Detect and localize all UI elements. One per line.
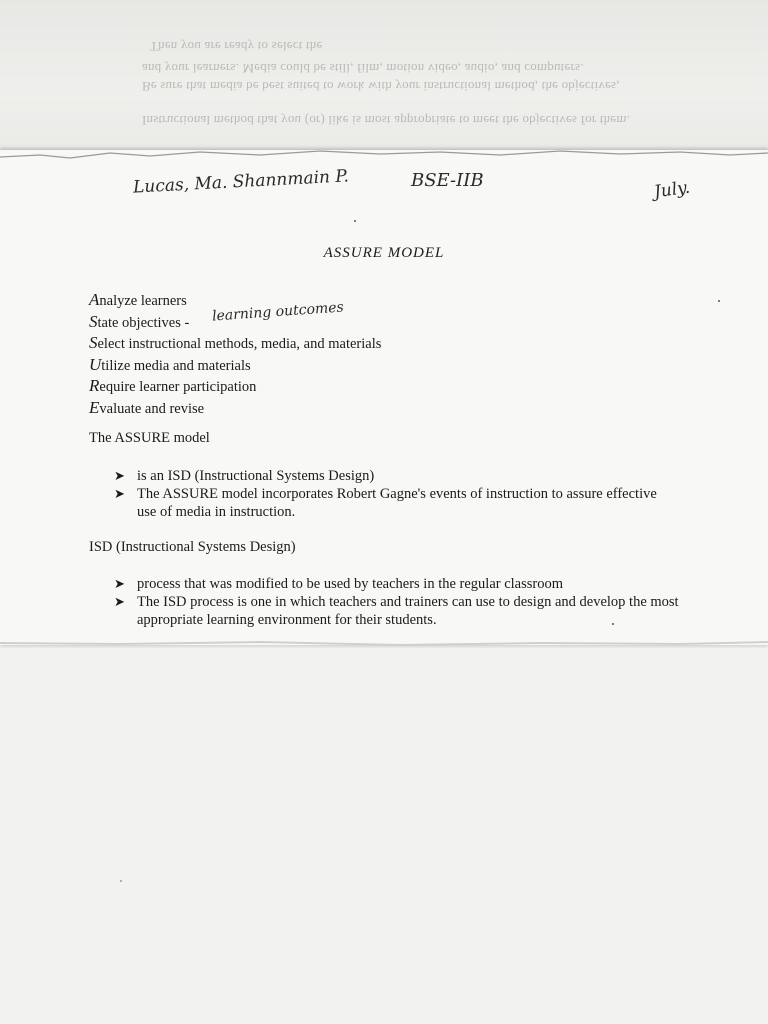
isd-bullet-list (114, 575, 684, 629)
isd-heading: ISD (Instructional Systems Design) (89, 539, 296, 555)
arrow-bullet-icon: ➤ (114, 576, 125, 591)
scan-speck (120, 880, 122, 882)
bullet-item (114, 593, 684, 629)
handwritten-note: learning outcomes (211, 299, 345, 325)
arrow-bullet-icon: ➤ (114, 594, 125, 609)
acronym-text: valuate and revise (99, 400, 205, 417)
acronym-text: nalyze learners (99, 293, 187, 309)
acronym-letter: A (89, 290, 100, 309)
bullet-text: The ISD process is one in which teachers and trainers can use to design and develop the most appropriate learning environment for their students. (137, 594, 679, 628)
document-title: ASSURE MODEL (323, 245, 445, 261)
bleed-through-line: Instructional method that you (or) like is most appropriate to meet the objectives for them. (142, 113, 631, 128)
acronym-item (89, 354, 381, 376)
bullet-item (114, 485, 674, 521)
acronym-item (89, 375, 381, 397)
acronym-text: tate objectives - (97, 314, 190, 331)
acronym-text: equire learner participation (99, 379, 257, 395)
acronym-item (89, 332, 381, 354)
blank-paper-area (0, 648, 768, 1024)
bullet-item (114, 467, 674, 485)
previous-page-backside (0, 0, 768, 160)
assure-heading: The ASSURE model (89, 430, 210, 446)
scan-speck (354, 220, 356, 222)
acronym-text: elect instructional methods, media, and materials (97, 336, 382, 352)
bullet-text: is an ISD (Instructional Systems Design) (137, 468, 375, 484)
handwritten-student-name: Lucas, Ma. Shannmain P. (132, 166, 350, 198)
acronym-item (89, 397, 381, 419)
scan-speck (612, 623, 614, 625)
acronym-letter: R (89, 376, 100, 395)
torn-paper-edge (0, 143, 768, 163)
acronym-text: tilize media and materials (101, 357, 251, 374)
assure-bullet-list (114, 467, 674, 521)
handwritten-section: BSE-IIB (411, 170, 484, 191)
bullet-text: process that was modified to be used by teachers in the regular classroom (137, 576, 564, 592)
acronym-letter: U (89, 354, 102, 374)
bullet-item (114, 575, 684, 593)
acronym-letter: S (89, 333, 98, 352)
handwritten-initials: July. (652, 177, 692, 203)
bleed-through-line: Be sure that media be best suited to work with your instructional method, the objectives, (142, 79, 620, 94)
bullet-text: The ASSURE model incorporates Robert Gagne's events of instruction to assure effective use of media in instruction. (137, 486, 657, 520)
scan-speck (718, 300, 720, 302)
bleed-through-line: and your learners. Media could be still, film, motion video, audio, and computers. (142, 61, 584, 76)
acronym-letter: S (89, 311, 98, 331)
bleed-through-line: Then you are ready to select the (150, 39, 323, 54)
acronym-letter: E (89, 397, 100, 417)
arrow-bullet-icon: ➤ (114, 486, 125, 501)
arrow-bullet-icon: ➤ (114, 468, 125, 483)
